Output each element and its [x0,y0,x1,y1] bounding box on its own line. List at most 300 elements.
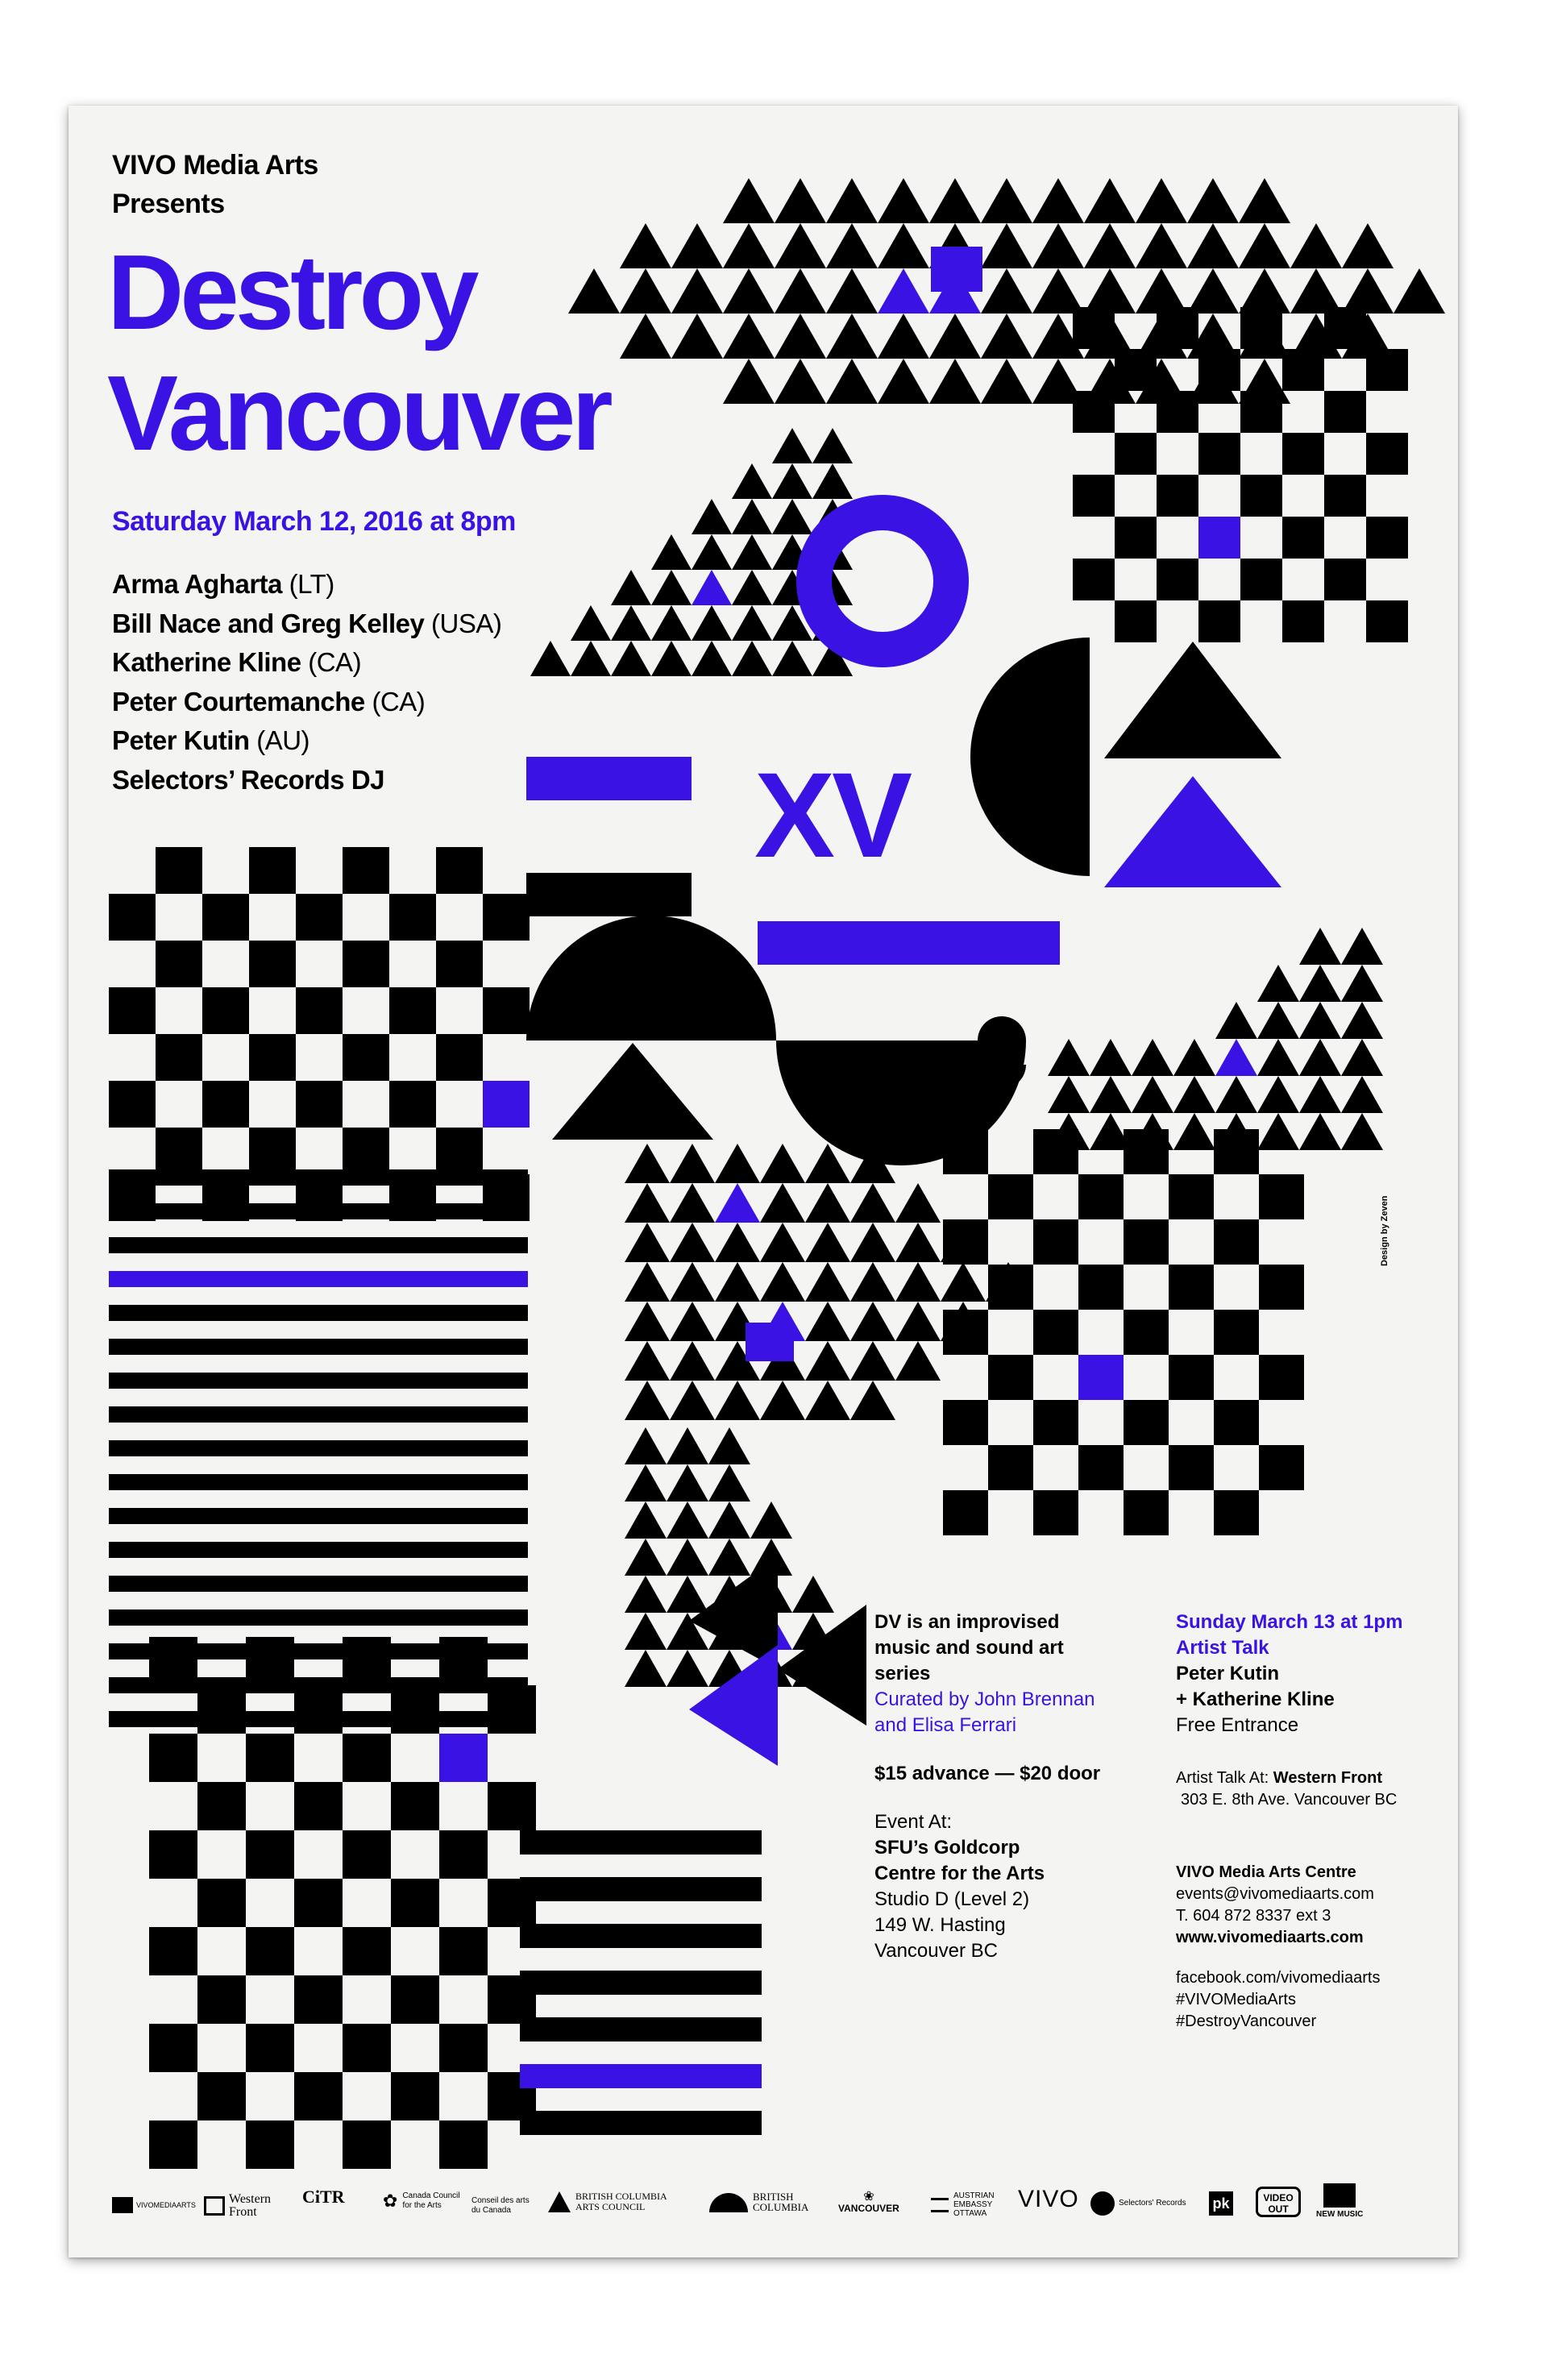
lattice-triangle [1341,1002,1383,1039]
vivo-media-arts-centre-logo: VIVO [1018,2186,1079,2212]
checker-square [391,1879,439,1927]
lattice-triangle [571,641,611,676]
checker-square [149,2120,197,2169]
checker-square [202,1081,249,1128]
lattice-triangle [812,428,853,463]
lattice-triangle [1239,268,1290,314]
poster [69,106,1458,2257]
checker-square [943,1400,988,1445]
checker-square [1115,433,1157,475]
lattice-triangle [625,1144,670,1183]
checker-square [109,894,156,941]
checker-square [294,2072,343,2120]
social-hashtag-1: #VIVOMediaArts [1176,1991,1296,2008]
checker-square [249,1034,296,1081]
lattice-triangle [981,359,1032,404]
large-triangle [1104,642,1281,758]
stripe [109,1305,528,1321]
artist-country: (LT) [289,569,334,599]
checker-square [1033,1400,1078,1445]
checker-square [1198,517,1240,559]
lattice-triangle [772,499,812,534]
checker-square [1214,1129,1259,1174]
checker-square [246,1830,294,1879]
checker-square [1157,475,1198,517]
checker-square [149,1830,197,1879]
checker-square [149,1927,197,1975]
lattice-triangle [620,223,671,268]
stripe [109,1474,528,1490]
lattice-triangle [826,268,878,314]
lattice-triangle [1257,1039,1299,1076]
lattice-triangle [715,1223,760,1262]
price: $15 advance — $20 door [874,1763,1101,1784]
lattice-triangle [708,1502,750,1539]
checker-square [436,1128,483,1174]
checker-square [1033,1129,1078,1174]
checker-square [988,1265,1033,1310]
lattice-triangle [625,1302,670,1341]
checker-square [1073,307,1115,349]
lattice-triangle [670,1262,715,1302]
checker-square [156,1128,202,1174]
checker-square [1169,1355,1214,1400]
stripe [109,1508,528,1524]
artist-item [112,721,501,761]
lattice-triangle [1032,178,1084,223]
austrian-embassy-logo: AUSTRIAN EMBASSY OTTAWA [931,2191,1002,2218]
event-at-label: Event At: [874,1811,953,1833]
lattice-triangle [1215,1076,1257,1113]
checker-square [1124,1129,1169,1174]
lattice-triangle [1032,223,1084,268]
lattice-triangle [895,1183,941,1223]
checker-square [149,1637,197,1685]
talk-at-label: Artist Talk At: [1176,1769,1269,1787]
lattice-triangle [805,1223,850,1262]
lattice-triangle [625,1341,670,1381]
checker-square [1324,391,1366,433]
lattice-triangle [670,1223,715,1262]
lattice-triangle [981,223,1032,268]
lattice-triangle [1299,965,1341,1002]
blue-triangle-fill [746,1323,794,1361]
checker-square [1259,1355,1304,1400]
checker-square [1078,1174,1124,1219]
lattice-triangle [625,1427,667,1464]
series-line-3: series [874,1663,931,1684]
selectors-records-logo: Selectors' Records [1090,2191,1186,2216]
lattice-triangle [1173,1039,1215,1076]
checker-square [1078,1445,1124,1490]
bc-arts-council-logo: BRITISH COLUMBIA ARTS COUNCIL [548,2191,688,2212]
checker-square [343,1830,391,1879]
checker-square [1214,1219,1259,1265]
lattice-triangle [732,499,772,534]
lattice-triangle [1136,223,1187,268]
blue-bar [526,757,692,800]
checker-square [1169,1174,1214,1219]
series-line-2: music and sound art [874,1637,1064,1659]
lattice-triangle [692,499,732,534]
lattice-triangle [775,223,826,268]
stripe [520,1877,762,1901]
checker-square [1214,1400,1259,1445]
checker-square [439,2024,488,2072]
talk-artist-2: + Katherine Kline [1176,1688,1335,1710]
artist-country: (AU) [256,725,310,755]
checker-square [1198,600,1240,642]
stripe [520,1830,762,1855]
checker-square [343,847,389,894]
checker-square [296,894,343,941]
artist-name: Bill Nace and Greg Kelley [112,608,425,638]
checker-square [483,1081,530,1128]
vivo-logo: VIVOMEDIAARTS [112,2197,196,2213]
lattice-triangle [715,1381,760,1420]
checker-square [439,1734,488,1782]
lattice-triangle [878,359,929,404]
event-title [107,232,609,474]
lattice-triangle [1290,268,1342,314]
lattice-triangle [826,359,878,404]
presenter-line-2: Presents [112,189,225,219]
lattice-triangle [929,178,981,223]
checker-square [988,1355,1033,1400]
lattice-triangle [1341,1039,1383,1076]
lattice-triangle [667,1650,708,1687]
checker-square [1169,1445,1214,1490]
checker-square [389,894,436,941]
lattice-triangle [750,1502,792,1539]
checker-square [343,1637,391,1685]
social [1176,1967,1380,2033]
stripe [109,1237,528,1253]
lattice-triangle [941,1262,986,1302]
lattice-triangle [929,314,981,359]
checker-square [1324,475,1366,517]
checker-square [1078,1355,1124,1400]
checker-square [1240,391,1282,433]
checker-square [246,2120,294,2169]
checker-square [343,1927,391,1975]
lattice-triangle [732,463,772,499]
lattice-triangle [1341,1113,1383,1150]
checker-square [343,1034,389,1081]
checker-square [488,1685,536,1734]
checker-square [294,1879,343,1927]
lattice-triangle [692,641,732,676]
triangle-medium [552,1043,713,1140]
title-line-2: Vancouver [107,354,609,472]
lattice-triangle [1394,268,1445,314]
lattice-triangle [805,1262,850,1302]
checker-square [202,894,249,941]
checker-square [943,1310,988,1355]
lattice-triangle [1187,268,1239,314]
artist-name: Peter Kutin [112,725,250,755]
lattice-triangle [1257,1076,1299,1113]
lattice-triangle [1299,1002,1341,1039]
lattice-triangle [826,314,878,359]
lattice-triangle [651,534,692,570]
lattice-triangle [1341,1076,1383,1113]
lattice-triangle [611,605,651,641]
lattice-triangle [1342,223,1394,268]
checker-square [343,1128,389,1174]
talk-venue [1176,1767,1397,1811]
checker-square [1214,1310,1259,1355]
lattice-triangle [772,463,812,499]
lattice-triangle [1239,223,1290,268]
checker-square [197,2072,246,2120]
checker-square [202,987,249,1034]
presenter [112,146,318,223]
checker-square [1214,1490,1259,1535]
artist-name: Peter Courtemanche [112,686,365,716]
checker-square [109,1081,156,1128]
checker-square [1115,600,1157,642]
pk-logo: pk [1209,2191,1233,2216]
lattice-triangle [878,268,929,314]
stripe [109,1271,528,1287]
video-out-logo: VIDEO OUT [1256,2187,1301,2217]
social-facebook: facebook.com/vivomediaarts [1176,1969,1381,1987]
checker-square [1124,1219,1169,1265]
lattice-triangle [1257,965,1299,1002]
checker-square [483,987,530,1034]
lattice-triangle [850,1223,895,1262]
stripe [520,2017,762,2041]
large-blue-triangle [1104,776,1281,887]
talk-date: Sunday March 13 at 1pm [1176,1611,1403,1633]
lattice-triangle [723,359,775,404]
stripe [109,1169,528,1186]
lattice-triangle [1257,1002,1299,1039]
checker-square [343,2024,391,2072]
semicircle-top [526,916,776,1040]
lattice-triangle [772,641,812,676]
triangle-small [778,1605,866,1726]
checker-square [1124,1310,1169,1355]
stripe [520,2064,762,2088]
lattice-triangle [1032,268,1084,314]
lattice-triangle [667,1539,708,1576]
half-disc [970,638,1090,876]
stripe [520,1924,762,1948]
lattice-triangle [670,1183,715,1223]
checker-square [294,1685,343,1734]
checker-square [436,1034,483,1081]
black-bar [526,873,692,916]
lattice-triangle [715,1262,760,1302]
checker-square [436,847,483,894]
lattice-triangle [1136,268,1187,314]
lattice-triangle [651,641,692,676]
artist-name: Arma Agharta [112,569,282,599]
checker-square [1282,600,1324,642]
checker-square [1366,517,1408,559]
presenter-line-1: VIVO Media Arts [112,150,318,181]
checker-square [197,1685,246,1734]
lattice-triangle [1299,1113,1341,1150]
lattice-triangle [571,605,611,641]
lattice-triangle [625,1650,667,1687]
lattice-triangle [625,1576,667,1613]
citr-logo: CiTR [302,2187,345,2207]
stripe [109,1610,528,1626]
design-credit: Design by Zeven [1380,1195,1389,1266]
checker-square [1124,1490,1169,1535]
checker-square [343,941,389,987]
lattice-triangle [1048,1076,1090,1113]
artist-country: (CA) [308,647,362,677]
lattice-triangle [775,314,826,359]
lattice-triangle [775,178,826,223]
talk-entry: Free Entrance [1176,1714,1299,1736]
checker-square [943,1129,988,1174]
info-left [874,1610,1100,1964]
checker-square [1240,307,1282,349]
checker-square [149,1734,197,1782]
lattice-triangle [625,1539,667,1576]
org-phone: T. 604 872 8337 ext 3 [1176,1907,1331,1925]
checker-square [1259,1265,1304,1310]
western-front-logo: Western Front [204,2193,285,2219]
checker-square [1078,1265,1124,1310]
lattice-triangle [708,1464,750,1502]
lattice-triangle [620,268,671,314]
checker-square [294,1782,343,1830]
checker-square [1033,1310,1078,1355]
checker-square [988,1445,1033,1490]
lattice-triangle [775,268,826,314]
checker-square [488,1782,536,1830]
checker-square [1073,391,1115,433]
checker-square [391,2072,439,2120]
title-line-1: Destroy [107,233,476,351]
lattice-triangle [805,1183,850,1223]
checker-square [391,1685,439,1734]
stripe [109,1542,528,1558]
stripe [520,1971,762,1995]
checker-square [246,2024,294,2072]
lattice-triangle [1132,1039,1173,1076]
lattice-triangle [1084,178,1136,223]
lattice-triangle [1257,1113,1299,1150]
checker-square [1240,475,1282,517]
checker-square [294,1975,343,2024]
blue-bar-under-numeral [758,921,1060,965]
checker-square [1282,349,1324,391]
lattice-triangle [850,1302,895,1341]
checker-square [156,941,202,987]
lattice-triangle [772,428,812,463]
checker-square [296,1081,343,1128]
lattice-triangle [1084,268,1136,314]
checker-square [1157,391,1198,433]
venue-line-2: Centre for the Arts [874,1863,1045,1884]
lattice-triangle [792,1576,834,1613]
checker-square [249,847,296,894]
talk-at-address: 303 E. 8th Ave. Vancouver BC [1181,1791,1398,1809]
lattice-triangle [692,605,732,641]
lattice-triangle [850,1381,895,1420]
lattice-triangle [760,1223,805,1262]
lattice-triangle [1187,223,1239,268]
org-web: www.vivomediaarts.com [1176,1929,1364,1946]
lattice-triangle [981,268,1032,314]
lattice-triangle [530,641,571,676]
checker-square [1282,517,1324,559]
lattice-triangle [1299,928,1341,965]
lattice-triangle [625,1613,667,1650]
lattice-triangle [760,1262,805,1302]
lattice-triangle [671,314,723,359]
lattice-triangle [878,223,929,268]
org-email: events@vivomediaarts.com [1176,1885,1374,1903]
checker-square [109,987,156,1034]
artist-country: (CA) [372,686,426,716]
lattice-triangle [981,314,1032,359]
checker-square [1324,559,1366,600]
lattice-triangle [625,1464,667,1502]
edition-numeral: XV [754,747,910,883]
lattice-triangle [805,1381,850,1420]
lattice-triangle [1239,178,1290,223]
lattice-triangle [723,178,775,223]
checker-square [943,1490,988,1535]
lattice-triangle [826,223,878,268]
lattice-triangle [732,605,772,641]
lattice-triangle [715,1144,760,1183]
lattice-triangle [775,359,826,404]
lattice-triangle [760,1381,805,1420]
checker-square [1259,1445,1304,1490]
checker-square [389,1081,436,1128]
info-right [1176,1610,1402,1738]
checker-square [246,1637,294,1685]
checker-square [343,1734,391,1782]
lattice-triangle [1215,1002,1257,1039]
lattice-triangle [620,314,671,359]
artist-list [112,565,501,800]
checker-square [1124,1400,1169,1445]
artist-item [112,761,501,800]
lattice-triangle [732,641,772,676]
checker-square [343,2120,391,2169]
lattice-triangle [692,534,732,570]
address-line-2: 149 W. Hasting [874,1914,1006,1936]
lattice-triangle [895,1223,941,1262]
checker-square [1282,433,1324,475]
lattice-triangle [878,314,929,359]
lattice-triangle [895,1302,941,1341]
lattice-triangle [1341,928,1383,965]
stripe [109,1576,528,1592]
checker-square [197,1879,246,1927]
lattice-triangle [812,463,853,499]
artist-item [112,683,501,722]
lattice-triangle [1215,1039,1257,1076]
org-contact [1176,1862,1374,1949]
lattice-triangle [732,534,772,570]
lattice-triangle [611,570,651,605]
checker-square [249,941,296,987]
blue-triangle-fill [931,247,982,292]
lattice-triangle [878,178,929,223]
conseil-des-arts-logo: Conseil des arts du Canada [471,2196,530,2215]
